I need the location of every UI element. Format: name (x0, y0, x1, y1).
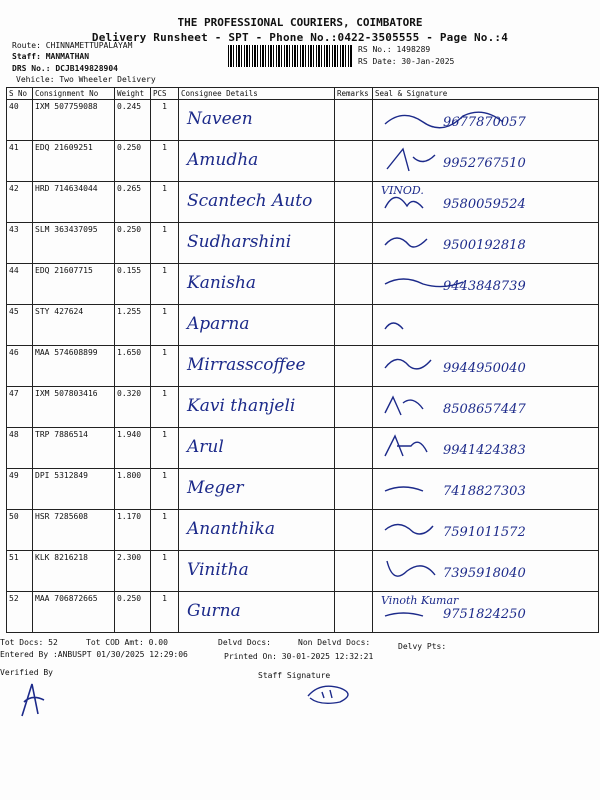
verified-by-label: Verified By (0, 668, 53, 677)
runsheet-table (6, 87, 599, 633)
consignee-handwriting: Aparna (187, 314, 250, 334)
consignee-handwriting: Kavi thanjeli (187, 396, 296, 416)
rs-date-label: RS Date: 30-Jan-2025 (358, 57, 455, 66)
consignee-cell (179, 305, 335, 346)
col-header-pcs: PCS (151, 88, 179, 100)
consignment-number: HRD 714634044 (33, 182, 115, 223)
consignee-handwriting: Amudha (187, 150, 259, 170)
consignee-handwriting: Naveen (187, 109, 253, 129)
pcs-value: 1 (151, 346, 179, 387)
weight-value: 0.265 (115, 182, 151, 223)
consignee-cell (179, 223, 335, 264)
table-header-row (7, 88, 599, 100)
serial-number: 40 (7, 100, 33, 141)
signature-cell (373, 223, 599, 264)
rs-no-label: RS No.: 1498289 (358, 45, 431, 54)
pcs-value: 1 (151, 141, 179, 182)
weight-value: 1.255 (115, 305, 151, 346)
serial-number: 42 (7, 182, 33, 223)
col-header-consignment: Consignment No (33, 88, 115, 100)
consignee-cell (179, 141, 335, 182)
consignment-number: SLM 363437095 (33, 223, 115, 264)
table-row (7, 592, 599, 633)
weight-value: 1.800 (115, 469, 151, 510)
pcs-value: 1 (151, 182, 179, 223)
table-row (7, 100, 599, 141)
serial-number: 43 (7, 223, 33, 264)
consignee-cell (179, 592, 335, 633)
signer-phone: 9580059524 (443, 197, 526, 212)
weight-value: 0.250 (115, 592, 151, 633)
pcs-value: 1 (151, 551, 179, 592)
consignment-number: EDQ 21609251 (33, 141, 115, 182)
serial-number: 44 (7, 264, 33, 305)
consignment-number: KLK 8216218 (33, 551, 115, 592)
signer-phone: 7395918040 (443, 566, 526, 581)
consignee-handwriting: Gurna (187, 601, 241, 621)
signer-phone: 9952767510 (443, 156, 526, 171)
weight-value: 0.250 (115, 223, 151, 264)
table-row (7, 346, 599, 387)
signature-cell (373, 346, 599, 387)
consignee-handwriting: Meger (187, 478, 244, 498)
weight-value: 0.250 (115, 141, 151, 182)
consignee-cell (179, 346, 335, 387)
pcs-value: 1 (151, 469, 179, 510)
consignment-number: IXM 507803416 (33, 387, 115, 428)
pcs-value: 1 (151, 387, 179, 428)
remarks-cell (335, 551, 373, 592)
drs-label: DRS No.: DCJB149828904 (12, 64, 118, 73)
table-row (7, 182, 599, 223)
signer-phone: 8508657447 (443, 402, 526, 417)
staff-signature-label: Staff Signature (258, 671, 331, 680)
weight-value: 0.245 (115, 100, 151, 141)
col-header-sno: S No (7, 88, 33, 100)
table-row (7, 428, 599, 469)
delvd-docs: Delvd Docs: (218, 638, 271, 647)
weight-value: 0.320 (115, 387, 151, 428)
serial-number: 46 (7, 346, 33, 387)
signer-phone: 9944950040 (443, 361, 526, 376)
printed-on: Printed On: 30-01-2025 12:32:21 (224, 652, 374, 661)
table-row (7, 305, 599, 346)
weight-value: 1.940 (115, 428, 151, 469)
delvy-pts: Delvy Pts: (398, 642, 447, 651)
col-header-remarks: Remarks (335, 88, 373, 100)
entered-by: Entered By :ANBUSPT 01/30/2025 12:29:06 (0, 650, 188, 659)
signature-cell (373, 469, 599, 510)
remarks-cell (335, 223, 373, 264)
signer-phone: 9941424383 (443, 443, 526, 458)
serial-number: 45 (7, 305, 33, 346)
non-delvd-docs: Non Delvd Docs: (298, 638, 371, 647)
consignment-number: STY 427624 (33, 305, 115, 346)
remarks-cell (335, 346, 373, 387)
table-row (7, 223, 599, 264)
consignment-number: DPI 5312849 (33, 469, 115, 510)
table-row (7, 510, 599, 551)
remarks-cell (335, 100, 373, 141)
consignee-handwriting: Sudharshini (187, 232, 292, 252)
verifier-signature (14, 680, 54, 720)
table-row (7, 469, 599, 510)
consignment-number: EDQ 21607715 (33, 264, 115, 305)
signature-cell (373, 141, 599, 182)
signer-phone: 9751824250 (443, 607, 526, 622)
signer-phone: 9677870057 (443, 115, 526, 130)
serial-number: 51 (7, 551, 33, 592)
consignee-handwriting: Mirrasscoffee (187, 355, 306, 375)
signature-cell (373, 510, 599, 551)
pcs-value: 1 (151, 264, 179, 305)
consignee-handwriting: Kanisha (187, 273, 257, 293)
weight-value: 1.170 (115, 510, 151, 551)
remarks-cell (335, 428, 373, 469)
staff-label: Staff: MANMATHAN (12, 52, 90, 61)
consignee-handwriting: Scantech Auto (187, 191, 313, 211)
signature-scribble (383, 309, 513, 341)
remarks-cell (335, 387, 373, 428)
remarks-cell (335, 510, 373, 551)
serial-number: 41 (7, 141, 33, 182)
signature-cell (373, 387, 599, 428)
runsheet-subtitle: Delivery Runsheet - SPT - Phone No.:0422-3505555 - Page No.:4 (91, 31, 509, 44)
consignee-cell (179, 428, 335, 469)
barcode (228, 45, 352, 67)
weight-value: 0.155 (115, 264, 151, 305)
signature-cell (373, 592, 599, 633)
serial-number: 48 (7, 428, 33, 469)
pcs-value: 1 (151, 223, 179, 264)
signature-cell (373, 100, 599, 141)
consignee-cell (179, 551, 335, 592)
pcs-value: 1 (151, 100, 179, 141)
signature-cell (373, 428, 599, 469)
consignee-handwriting: Vinitha (187, 560, 249, 580)
serial-number: 52 (7, 592, 33, 633)
remarks-cell (335, 469, 373, 510)
weight-value: 1.650 (115, 346, 151, 387)
table-row (7, 551, 599, 592)
table-row (7, 141, 599, 182)
col-header-signature: Seal & Signature (373, 88, 599, 100)
consignee-cell (179, 100, 335, 141)
consignee-cell (179, 510, 335, 551)
serial-number: 49 (7, 469, 33, 510)
pcs-value: 1 (151, 305, 179, 346)
route-label: Route: CHINNAMETTUPALAYAM (12, 41, 133, 50)
consignee-handwriting: Arul (187, 437, 224, 457)
consignee-cell (179, 469, 335, 510)
tot-docs: Tot Docs: 52 (0, 638, 58, 647)
signer-name: VINOD. (381, 184, 424, 197)
weight-value: 2.300 (115, 551, 151, 592)
signer-phone: 9500192818 (443, 238, 526, 253)
consignment-number: MAA 574608899 (33, 346, 115, 387)
consignee-cell (179, 387, 335, 428)
remarks-cell (335, 264, 373, 305)
staff-signature-mark (300, 680, 360, 706)
consignment-number: TRP 7886514 (33, 428, 115, 469)
signature-cell (373, 551, 599, 592)
consignment-number: IXM 507759088 (33, 100, 115, 141)
pcs-value: 1 (151, 592, 179, 633)
consignee-cell (179, 264, 335, 305)
signature-cell (373, 264, 599, 305)
serial-number: 50 (7, 510, 33, 551)
signer-phone: 7591011572 (443, 525, 526, 540)
pcs-value: 1 (151, 428, 179, 469)
remarks-cell (335, 592, 373, 633)
tot-cod-amt: Tot COD Amt: 0.00 (86, 638, 168, 647)
remarks-cell (335, 182, 373, 223)
consignee-cell (179, 182, 335, 223)
signature-cell (373, 305, 599, 346)
signature-cell (373, 182, 599, 223)
consignee-handwriting: Ananthika (187, 519, 275, 539)
col-header-consignee: Consignee Details (179, 88, 335, 100)
table-row (7, 264, 599, 305)
remarks-cell (335, 305, 373, 346)
vehicle-label: Vehicle: Two Wheeler Delivery (16, 75, 156, 84)
signer-name: Vinoth Kumar (381, 594, 459, 607)
serial-number: 47 (7, 387, 33, 428)
runsheet-title: THE PROFESSIONAL COURIERS, COIMBATORE (177, 16, 423, 29)
consignment-number: HSR 7285608 (33, 510, 115, 551)
signer-phone: 9443848739 (443, 279, 526, 294)
table-row (7, 387, 599, 428)
pcs-value: 1 (151, 510, 179, 551)
remarks-cell (335, 141, 373, 182)
consignment-number: MAA 706872665 (33, 592, 115, 633)
signer-phone: 7418827303 (443, 484, 526, 499)
col-header-weight: Weight (115, 88, 151, 100)
